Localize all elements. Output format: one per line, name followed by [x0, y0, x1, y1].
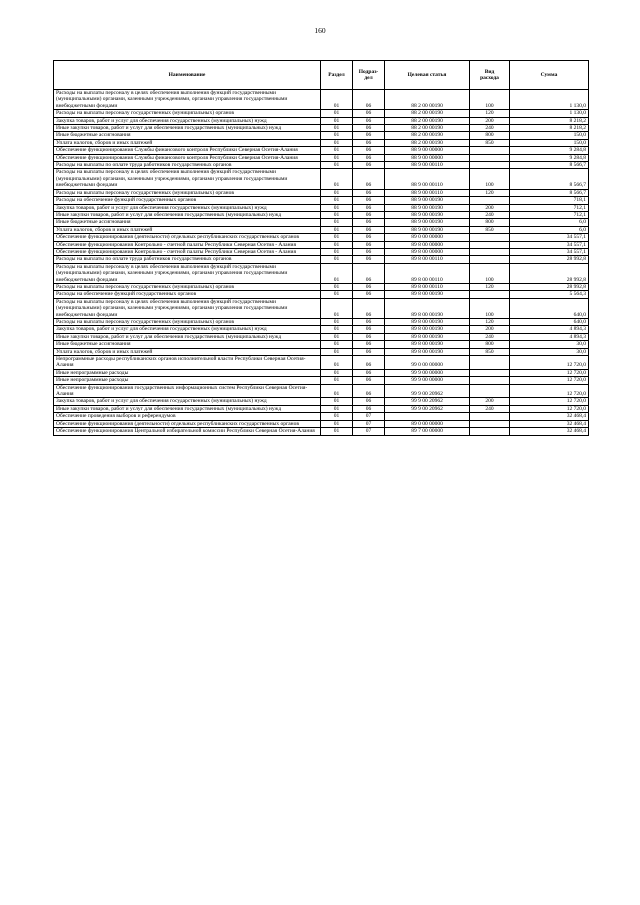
row-section: 01 — [321, 420, 353, 427]
row-name: Обеспечение проведения выборов и референдумов — [54, 413, 321, 420]
row-type: 100 — [470, 90, 510, 110]
row-section: 01 — [321, 110, 353, 117]
row-name: Иные закупки товаров, работ и услуг для обеспечения государственных (муниципальных) нужд — [54, 211, 321, 218]
table-row — [54, 356, 589, 370]
row-section: 01 — [321, 219, 353, 226]
row-sum: 28 992,8 — [510, 263, 589, 283]
row-section: 01 — [321, 356, 353, 370]
table-row — [54, 90, 589, 110]
table-row — [54, 139, 589, 146]
row-type — [470, 420, 510, 427]
row-target: 89 8 00 00110 — [385, 256, 470, 263]
row-section: 01 — [321, 319, 353, 326]
row-target: 88 2 00 00190 — [385, 90, 470, 110]
row-target: 88 2 00 00190 — [385, 125, 470, 132]
row-name: Иные бюджетные ассигнования — [54, 341, 321, 348]
table-row — [54, 384, 589, 398]
row-subsection: 06 — [353, 234, 385, 241]
row-type: 850 — [470, 226, 510, 233]
row-sum: 9 284,8 — [510, 154, 589, 161]
row-target: 88 2 00 00190 — [385, 110, 470, 117]
row-target: 88 9 00 00190 — [385, 211, 470, 218]
table-row — [54, 189, 589, 196]
row-target: 99 9 00 20962 — [385, 384, 470, 398]
row-type: 120 — [470, 319, 510, 326]
row-name: Расходы на выплаты по оплате труда работников государственных органов — [54, 256, 321, 263]
row-type — [470, 234, 510, 241]
row-type — [470, 413, 510, 420]
table-row — [54, 117, 589, 124]
row-section: 01 — [321, 125, 353, 132]
row-name: Иные непрограммные расходы — [54, 369, 321, 376]
row-subsection: 06 — [353, 384, 385, 398]
row-target: 89 8 00 00190 — [385, 348, 470, 355]
budget-table — [53, 60, 589, 436]
row-name: Обеспечение функционирования Центральной избирательной комиссии Республики Северная Осетия-Алания — [54, 428, 321, 435]
row-name: Расходы на выплаты персоналу государственных (муниципальных) органов — [54, 283, 321, 290]
row-subsection: 06 — [353, 117, 385, 124]
row-section: 01 — [321, 283, 353, 290]
row-target: 99 0 00 00000 — [385, 356, 470, 370]
row-sum: 712,1 — [510, 204, 589, 211]
row-subsection: 06 — [353, 110, 385, 117]
row-subsection: 06 — [353, 219, 385, 226]
row-type: 800 — [470, 132, 510, 139]
row-subsection: 06 — [353, 263, 385, 283]
row-subsection: 06 — [353, 291, 385, 298]
row-sum: 12 720,0 — [510, 377, 589, 384]
row-type: 120 — [470, 110, 510, 117]
header-subsection: Подраз- дел — [353, 61, 385, 90]
row-type — [470, 384, 510, 398]
row-sum: 30,0 — [510, 348, 589, 355]
row-type — [470, 256, 510, 263]
row-subsection: 06 — [353, 90, 385, 110]
header-name: Наименование — [54, 61, 321, 90]
table-row — [54, 319, 589, 326]
row-name: Обеспечение функционирования Службы финансового контроля Республики Северная Осетия-Алания — [54, 147, 321, 154]
row-subsection: 06 — [353, 197, 385, 204]
row-target: 88 9 00 00190 — [385, 197, 470, 204]
row-name: Обеспечение функционирования (деятельности) отдельных республиканских государственных органов — [54, 234, 321, 241]
row-sum: 12 720,0 — [510, 405, 589, 412]
row-sum: 8 566,7 — [510, 169, 589, 189]
row-type: 240 — [470, 211, 510, 218]
row-sum: 640,0 — [510, 298, 589, 318]
row-sum: 34 557,1 — [510, 234, 589, 241]
row-subsection: 06 — [353, 298, 385, 318]
page-number: 160 — [314, 26, 326, 35]
row-target: 89 8 00 00190 — [385, 319, 470, 326]
row-name: Непрограммные расходы республиканских органов исполнительной власти Республики Северная Осетия-Алания — [54, 356, 321, 370]
row-type: 200 — [470, 326, 510, 333]
row-section: 01 — [321, 241, 353, 248]
row-sum: 9 284,8 — [510, 147, 589, 154]
row-name: Расходы на выплаты персоналу в целях обеспечения выполнения функций государственными (муниципальными) органами, казенными учреждениями, органами управления государственными внебюджетными фондами — [54, 90, 321, 110]
table-row — [54, 256, 589, 263]
header-target: Целевая статья — [385, 61, 470, 90]
row-type — [470, 147, 510, 154]
row-name: Иные бюджетные ассигнования — [54, 219, 321, 226]
row-name: Расходы на выплаты персоналу в целях обеспечения выполнения функций государственными (муниципальными) органами, казенными учреждениями, органами управления государственными внебюджетными фондами — [54, 298, 321, 318]
row-subsection: 07 — [353, 428, 385, 435]
table-row — [54, 125, 589, 132]
row-type: 800 — [470, 219, 510, 226]
row-type: 240 — [470, 125, 510, 132]
row-sum: 4 894,3 — [510, 326, 589, 333]
row-type — [470, 197, 510, 204]
row-section: 01 — [321, 117, 353, 124]
row-section: 01 — [321, 263, 353, 283]
row-subsection: 06 — [353, 125, 385, 132]
table-row — [54, 110, 589, 117]
row-name: Расходы на выплаты персоналу в целях обеспечения выполнения функций государственными (муниципальными) органами, казенными учреждениями, органами управления государственными внебюджетными фондами — [54, 263, 321, 283]
row-subsection: 06 — [353, 211, 385, 218]
row-subsection: 06 — [353, 333, 385, 340]
row-sum: 8 566,7 — [510, 189, 589, 196]
row-sum: 28 992,8 — [510, 283, 589, 290]
row-name: Расходы на выплаты персоналу государственных (муниципальных) органов — [54, 319, 321, 326]
row-type — [470, 241, 510, 248]
row-target: 89 8 00 00190 — [385, 291, 470, 298]
row-sum: 150,0 — [510, 139, 589, 146]
row-subsection: 06 — [353, 398, 385, 405]
row-sum: 1 130,0 — [510, 90, 589, 110]
row-target: 88 9 00 00000 — [385, 147, 470, 154]
row-type: 100 — [470, 169, 510, 189]
row-subsection: 06 — [353, 405, 385, 412]
table-row — [54, 211, 589, 218]
row-section: 01 — [321, 197, 353, 204]
row-name: Обеспечение функционирования государственных информационных систем Республики Северная Осетия-Алания — [54, 384, 321, 398]
row-type — [470, 369, 510, 376]
table-row — [54, 298, 589, 318]
row-name: Обеспечение функционирования (деятельности) отдельных республиканских государственных органов — [54, 420, 321, 427]
table-row — [54, 283, 589, 290]
row-type — [470, 291, 510, 298]
table-row — [54, 154, 589, 161]
row-target: 88 9 00 00110 — [385, 169, 470, 189]
row-name: Расходы на обеспечение функций государственных органов — [54, 197, 321, 204]
row-section: 01 — [321, 405, 353, 412]
row-sum: 32 468,4 — [510, 428, 589, 435]
row-type: 850 — [470, 348, 510, 355]
row-type: 850 — [470, 139, 510, 146]
row-type: 240 — [470, 405, 510, 412]
row-target: 88 2 00 00190 — [385, 132, 470, 139]
row-section: 01 — [321, 90, 353, 110]
row-subsection: 06 — [353, 356, 385, 370]
row-subsection: 06 — [353, 248, 385, 255]
row-section: 01 — [321, 413, 353, 420]
row-sum: 6,0 — [510, 219, 589, 226]
row-subsection: 06 — [353, 139, 385, 146]
row-name: Расходы на выплаты по оплате труда работников государственных органов — [54, 162, 321, 169]
row-sum: 718,1 — [510, 197, 589, 204]
table-row — [54, 369, 589, 376]
row-subsection: 06 — [353, 319, 385, 326]
row-name: Обеспечение функционирования Службы финансового контроля Республики Северная Осетия-Алания — [54, 154, 321, 161]
row-sum: 8 218,2 — [510, 125, 589, 132]
table-row — [54, 377, 589, 384]
row-target: 89 8 00 00190 — [385, 326, 470, 333]
header-row — [54, 61, 589, 90]
table-row — [54, 326, 589, 333]
row-section: 01 — [321, 333, 353, 340]
row-subsection: 06 — [353, 154, 385, 161]
row-subsection: 06 — [353, 283, 385, 290]
row-subsection: 06 — [353, 162, 385, 169]
row-section: 01 — [321, 139, 353, 146]
row-type — [470, 154, 510, 161]
row-section: 01 — [321, 298, 353, 318]
row-target: 99 9 00 00000 — [385, 377, 470, 384]
row-subsection: 06 — [353, 204, 385, 211]
table-row — [54, 219, 589, 226]
row-section: 01 — [321, 248, 353, 255]
row-name: Расходы на выплаты персоналу в целях обеспечения выполнения функций государственными (муниципальными) органами, казенными учреждениями, органами управления государственными внебюджетными фондами — [54, 169, 321, 189]
row-subsection: 06 — [353, 341, 385, 348]
row-name: Закупка товаров, работ и услуг для обеспечения государственных (муниципальных) нужд — [54, 326, 321, 333]
row-section: 01 — [321, 341, 353, 348]
row-name: Закупка товаров, работ и услуг для обеспечения государственных (муниципальных) нужд — [54, 117, 321, 124]
row-sum: 8 566,7 — [510, 162, 589, 169]
row-type: 100 — [470, 263, 510, 283]
row-name: Иные закупки товаров, работ и услуг для обеспечения государственных (муниципальных) нужд — [54, 333, 321, 340]
row-name: Закупка товаров, работ и услуг для обеспечения государственных (муниципальных) нужд — [54, 398, 321, 405]
row-sum: 12 720,0 — [510, 356, 589, 370]
row-target: 88 2 00 00190 — [385, 117, 470, 124]
row-target: 89 8 00 00110 — [385, 283, 470, 290]
row-target: 88 9 00 00000 — [385, 154, 470, 161]
row-section: 01 — [321, 162, 353, 169]
row-type: 200 — [470, 117, 510, 124]
row-sum: 4 894,3 — [510, 333, 589, 340]
row-target: 89 8 00 00110 — [385, 263, 470, 283]
table-row — [54, 197, 589, 204]
row-name: Уплата налогов, сборов и иных платежей — [54, 139, 321, 146]
row-target: 89 8 00 00000 — [385, 241, 470, 248]
row-target: 99 9 00 20962 — [385, 398, 470, 405]
table-row — [54, 428, 589, 435]
row-name: Иные непрограммные расходы — [54, 377, 321, 384]
row-target: 88 9 00 00190 — [385, 204, 470, 211]
row-type: 200 — [470, 204, 510, 211]
row-section: 01 — [321, 226, 353, 233]
row-name: Обеспечение функционирования Контрольно - счетной палаты Республики Северная Осетия - Алания — [54, 248, 321, 255]
header-type: Вид расхода — [470, 61, 510, 90]
table-row — [54, 405, 589, 412]
row-type: 120 — [470, 189, 510, 196]
row-subsection: 06 — [353, 132, 385, 139]
row-name: Закупка товаров, работ и услуг для обеспечения государственных (муниципальных) нужд — [54, 204, 321, 211]
row-section: 01 — [321, 398, 353, 405]
table-row — [54, 147, 589, 154]
row-section: 01 — [321, 326, 353, 333]
row-section: 01 — [321, 169, 353, 189]
table-row — [54, 204, 589, 211]
table-row — [54, 132, 589, 139]
table-row — [54, 398, 589, 405]
row-target: 88 9 00 00110 — [385, 162, 470, 169]
row-subsection: 06 — [353, 147, 385, 154]
row-section: 01 — [321, 291, 353, 298]
table-row — [54, 348, 589, 355]
row-section: 01 — [321, 428, 353, 435]
row-name: Иные закупки товаров, работ и услуг для обеспечения государственных (муниципальных) нужд — [54, 405, 321, 412]
row-name: Уплата налогов, сборов и иных платежей — [54, 226, 321, 233]
table-row — [54, 263, 589, 283]
row-target: 89 0 00 00000 — [385, 420, 470, 427]
table-row — [54, 291, 589, 298]
row-section: 01 — [321, 234, 353, 241]
row-type: 200 — [470, 398, 510, 405]
row-sum: 640,0 — [510, 319, 589, 326]
row-section: 01 — [321, 377, 353, 384]
row-subsection: 06 — [353, 256, 385, 263]
row-name: Иные закупки товаров, работ и услуг для обеспечения государственных (муниципальных) нужд — [54, 125, 321, 132]
row-sum: 1 130,0 — [510, 110, 589, 117]
row-target: 89 8 00 00190 — [385, 333, 470, 340]
row-subsection: 06 — [353, 369, 385, 376]
row-subsection: 06 — [353, 326, 385, 333]
row-type — [470, 248, 510, 255]
row-name: Расходы на выплаты персоналу государственных (муниципальных) органов — [54, 189, 321, 196]
row-subsection: 06 — [353, 189, 385, 196]
row-target: 89 7 00 00000 — [385, 428, 470, 435]
row-name: Уплата налогов, сборов и иных платежей — [54, 348, 321, 355]
row-type — [470, 356, 510, 370]
row-sum: 12 720,0 — [510, 369, 589, 376]
row-target: 89 8 00 00190 — [385, 341, 470, 348]
row-sum: 30,0 — [510, 341, 589, 348]
row-section: 01 — [321, 189, 353, 196]
row-name: Обеспечение функционирования Контрольно - счетной палаты Республики Северная Осетия - Алания — [54, 241, 321, 248]
row-subsection: 06 — [353, 241, 385, 248]
row-type: 120 — [470, 283, 510, 290]
table-row — [54, 162, 589, 169]
row-section: 01 — [321, 147, 353, 154]
row-target: 89 0 00 00000 — [385, 234, 470, 241]
row-target: 88 9 00 00110 — [385, 189, 470, 196]
row-sum: 34 557,1 — [510, 241, 589, 248]
row-type — [470, 377, 510, 384]
row-target: 88 9 00 00190 — [385, 219, 470, 226]
header-sum: Сумма — [510, 61, 589, 90]
table-row — [54, 169, 589, 189]
row-type — [470, 428, 510, 435]
row-type: 100 — [470, 298, 510, 318]
row-section: 01 — [321, 211, 353, 218]
row-target: 99 9 00 20962 — [385, 405, 470, 412]
row-target — [385, 413, 470, 420]
table-row — [54, 241, 589, 248]
row-subsection: 06 — [353, 169, 385, 189]
row-subsection: 06 — [353, 377, 385, 384]
table-row — [54, 341, 589, 348]
row-target: 88 2 00 00190 — [385, 139, 470, 146]
row-sum: 12 720,0 — [510, 398, 589, 405]
row-subsection: 06 — [353, 226, 385, 233]
row-subsection: 07 — [353, 413, 385, 420]
row-sum: 712,1 — [510, 211, 589, 218]
row-section: 01 — [321, 256, 353, 263]
row-target: 88 9 00 00190 — [385, 226, 470, 233]
row-target: 89 8 00 00190 — [385, 298, 470, 318]
row-sum: 28 992,8 — [510, 256, 589, 263]
row-name: Расходы на выплаты персоналу государственных (муниципальных) органов — [54, 110, 321, 117]
row-subsection: 07 — [353, 420, 385, 427]
table-row — [54, 226, 589, 233]
row-section: 01 — [321, 204, 353, 211]
row-type: 240 — [470, 333, 510, 340]
header-section: Раздел — [321, 61, 353, 90]
table-row — [54, 413, 589, 420]
row-type — [470, 162, 510, 169]
row-section: 01 — [321, 369, 353, 376]
row-sum: 12 720,0 — [510, 384, 589, 398]
row-target: 99 9 00 00000 — [385, 369, 470, 376]
row-name: Иные бюджетные ассигнования — [54, 132, 321, 139]
row-subsection: 06 — [353, 348, 385, 355]
row-sum: 32 468,4 — [510, 413, 589, 420]
table-row — [54, 420, 589, 427]
row-sum: 6,0 — [510, 226, 589, 233]
row-section: 01 — [321, 154, 353, 161]
row-sum: 34 557,1 — [510, 248, 589, 255]
row-name: Расходы на обеспечение функций государственных органов — [54, 291, 321, 298]
row-section: 01 — [321, 132, 353, 139]
row-sum: 32 468,4 — [510, 420, 589, 427]
table-row — [54, 248, 589, 255]
row-section: 01 — [321, 384, 353, 398]
row-sum: 8 218,2 — [510, 117, 589, 124]
table-row — [54, 333, 589, 340]
table-row — [54, 234, 589, 241]
row-section: 01 — [321, 348, 353, 355]
row-sum: 5 564,3 — [510, 291, 589, 298]
row-sum: 150,0 — [510, 132, 589, 139]
row-target: 89 8 00 00000 — [385, 248, 470, 255]
row-type: 800 — [470, 341, 510, 348]
